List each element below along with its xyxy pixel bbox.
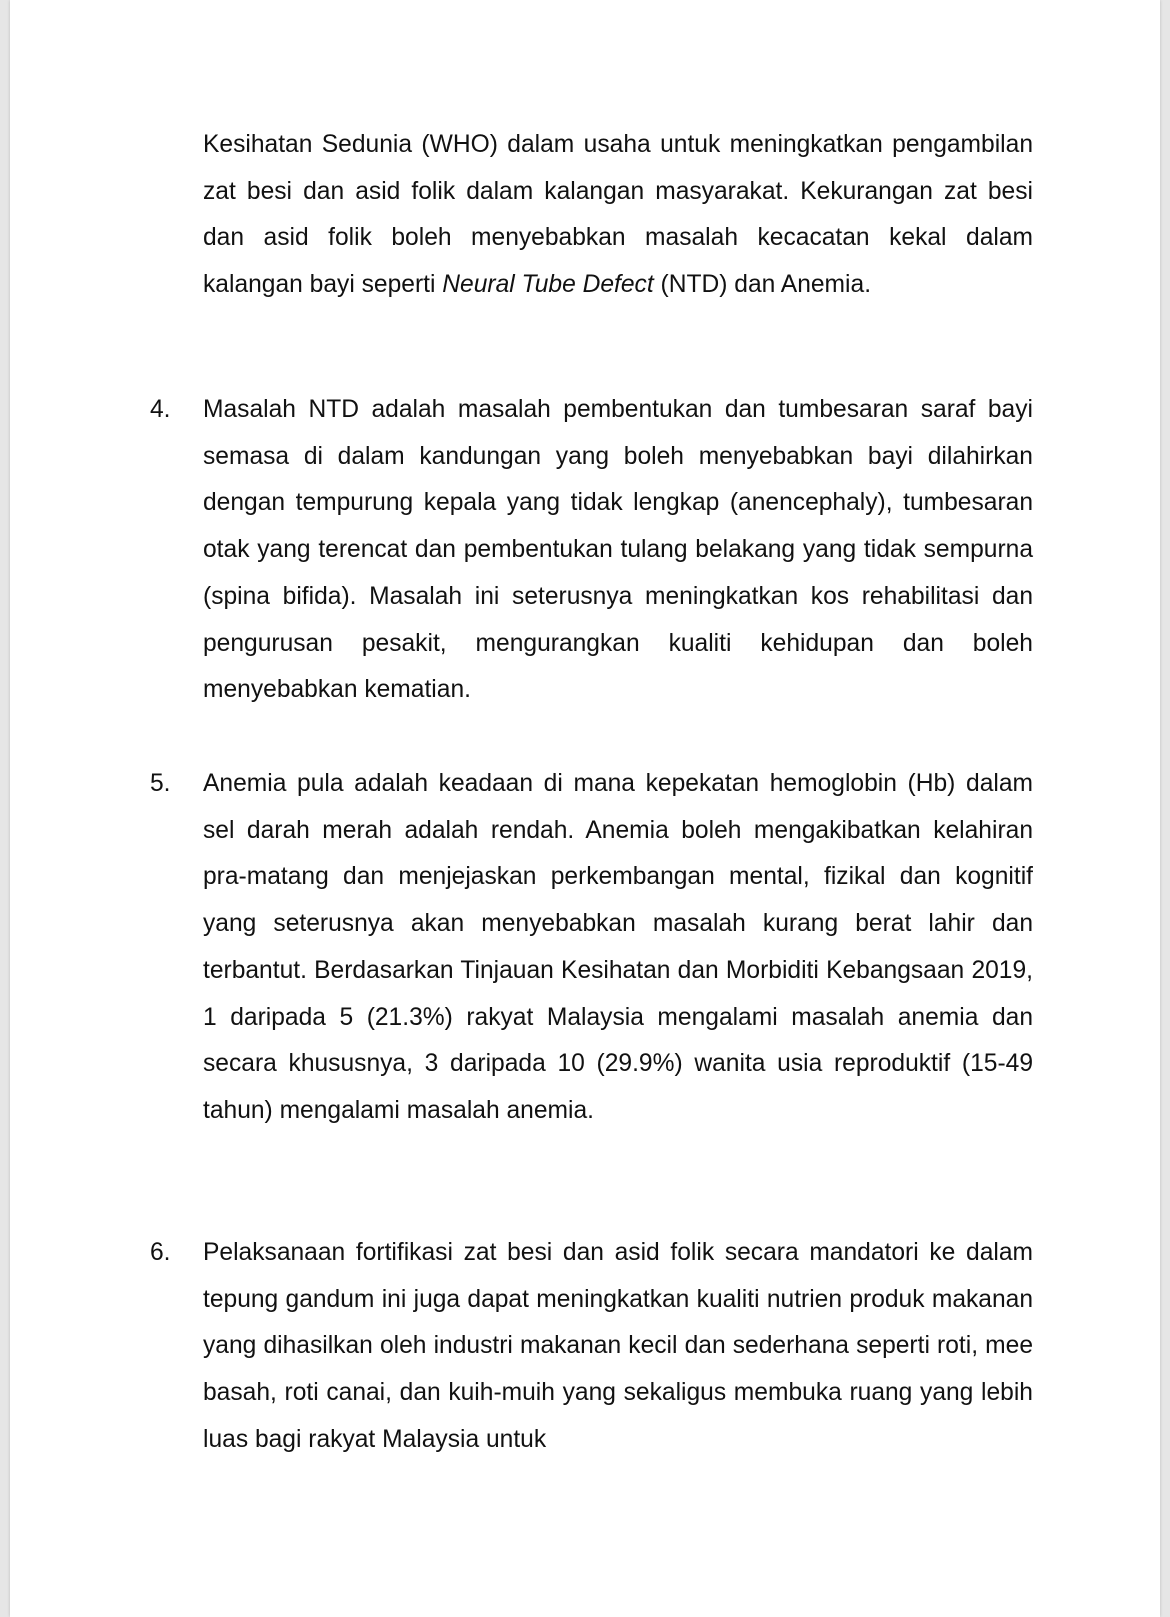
item-number-5: 5. (150, 770, 171, 797)
item-number-4: 4. (150, 396, 171, 423)
continuation-text-end: (NTD) dan Anemia. (653, 271, 872, 299)
paragraph-4: Masalah NTD adalah masalah pembentukan dan tumbesaran saraf bayi semasa di dalam kandungan yang boleh menyebabkan bayi dilahirkan dengan tempurung kepala yang tidak lengkap (anencephaly), tumbesaran otak yang terencat dan pembentukan tulang belakang yang tidak sempurna (spina bifida). Masalah ini seterusnya meningkatkan kos rehabilitasi dan pengurusan pesakit, mengurangkan kualiti kehidupan dan boleh menyebabkan kematian. (203, 396, 1033, 704)
document-page (10, 0, 1160, 1617)
paragraph-6: Pelaksanaan fortifikasi zat besi dan asid folik secara mandatori ke dalam tepung gandum ini juga dapat meningkatkan kualiti nutrien produk makanan yang dihasilkan oleh industri makanan kecil dan sederhana seperti roti, mee basah, roti canai, dan kuih-muih yang sekaligus membuka ruang yang lebih luas bagi rakyat Malaysia untuk (203, 1239, 1033, 1453)
italic-term-neural-tube-defect: Neural Tube Defect (442, 271, 654, 299)
paragraph-5: Anemia pula adalah keadaan di mana kepekatan hemoglobin (Hb) dalam sel darah merah adalah rendah. Anemia boleh mengakibatkan kelahiran pra-matang dan menjejaskan perkembangan mental, fizikal dan kognitif yang seterusnya akan menyebabkan masalah kurang berat lahir dan terbantut. Berdasarkan Tinjauan Kesihatan dan Morbiditi Kebangsaan 2019, 1 daripada 5 (21.3%) rakyat Malaysia mengalami masalah anemia dan secara khususnya, 3 daripada 10 (29.9%) wanita usia reproduktif (15-49 tahun) mengalami masalah anemia. (203, 770, 1033, 1124)
continuation-paragraph (203, 122, 1033, 309)
continuation-text-start: Kesihatan Sedunia (WHO) dalam usaha untuk meningkatkan pengambilan zat besi dan asid folik dalam kalangan masyarakat. Kekurangan zat besi dan asid folik boleh menyebabkan masalah kecacatan kekal dalam kalangan bayi seperti (203, 131, 1033, 299)
item-number-6: 6. (150, 1239, 171, 1266)
